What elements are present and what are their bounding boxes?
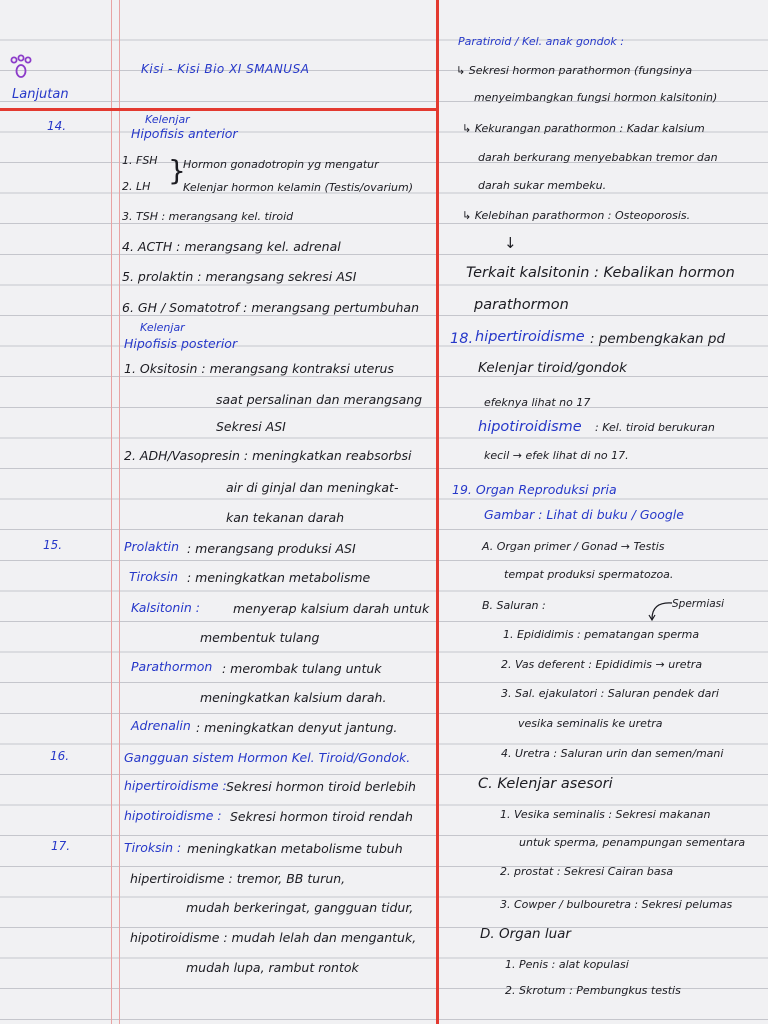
- arrow-down-icon: ↓: [504, 234, 517, 252]
- hipertiroidisme-term: hipertiroidisme :: [124, 778, 227, 793]
- acth-line: 4. ACTH : merangsang kel. adrenal: [122, 239, 341, 254]
- penis-line: 1. Penis : alat kopulasi: [505, 958, 629, 971]
- kekurangan-line-3: darah sukar membeku.: [478, 179, 607, 192]
- hipertiroidisme-18-desc: : pembengkakan pd: [590, 331, 726, 347]
- number-17: 17.: [51, 839, 71, 853]
- prostat-line: 2. prostat : Sekresi Cairan basa: [500, 865, 674, 878]
- fsh-label: 1. FSH: [122, 154, 158, 167]
- organ-reproduksi-heading: 19. Organ Reproduksi pria: [452, 482, 617, 497]
- produksi-line: tempat produksi spermatozoa.: [504, 568, 674, 581]
- header-divider-line: [0, 108, 439, 111]
- adrenalin-desc: : meningkatkan denyut jantung.: [196, 720, 398, 735]
- kalsitonin-desc: menyerap kalsium darah untuk: [233, 601, 430, 616]
- organ-primer-line: A. Organ primer / Gonad → Testis: [482, 540, 665, 553]
- hipertiroidisme-17-b: mudah berkeringat, gangguan tidur,: [186, 900, 414, 915]
- organ-luar-heading: D. Organ luar: [480, 926, 571, 942]
- gonad-text-1: Hormon gonadotropin yg mengatur: [183, 158, 379, 171]
- adrenalin-term: Adrenalin: [131, 718, 191, 733]
- number-18: 18.: [450, 331, 474, 347]
- lh-label: 2. LH: [122, 180, 151, 193]
- number-14: 14.: [47, 119, 67, 133]
- hipotiroidisme-18-term: hipotiroidisme: [478, 419, 582, 435]
- uretra-line: 4. Uretra : Saluran urin dan semen/mani: [501, 747, 724, 760]
- number-16: 16.: [50, 749, 70, 763]
- tiroksin-term: Tiroksin: [129, 569, 179, 584]
- saluran-heading: B. Saluran :: [482, 599, 546, 612]
- paw-icon: [7, 54, 37, 82]
- kelenjar-tiroid-line: Kelenjar tiroid/gondok: [478, 360, 627, 376]
- parathormon-desc-2: meningkatkan kalsium darah.: [200, 690, 387, 705]
- page-title: Kisi - Kisi Bio XI SMANUSA: [141, 62, 310, 76]
- oksitosin-line-3: Sekresi ASI: [216, 419, 286, 434]
- spermiasi-label: Spermiasi: [672, 598, 725, 610]
- kelebihan-line: ↳ Kelebihan parathormon : Osteoporosis.: [462, 209, 691, 222]
- kelenjar-asesori-heading: C. Kelenjar asesori: [478, 776, 613, 792]
- vas-deferent-line: 2. Vas deferent : Epididimis → uretra: [501, 658, 703, 671]
- hipotiroidisme-18-desc: : Kel. tiroid berukuran: [595, 421, 715, 434]
- parathormon-desc: : merombak tulang untuk: [222, 661, 382, 676]
- tiroksin-desc: : meningkatkan metabolisme: [187, 570, 371, 585]
- adh-line-1: 2. ADH/Vasopresin : meningkatkan reabsorbsi: [124, 448, 412, 463]
- vesika-line: 1. Vesika seminalis : Sekresi makanan: [500, 808, 711, 821]
- gangguan-heading: Gangguan sistem Hormon Kel. Tiroid/Gondok.: [124, 750, 411, 765]
- hipertiroidisme-desc: Sekresi hormon tiroid berlebih: [226, 779, 416, 794]
- kelenjar-posterior-label: Kelenjar: [140, 321, 185, 334]
- paratiroid-line-1: ↳ Sekresi hormon parathormon (fungsinya: [456, 64, 693, 77]
- ejakulatori-line: 3. Sal. ejakulatori : Saluran pendek dari: [501, 687, 719, 700]
- center-divider-line: [436, 0, 439, 1024]
- parathormon-term: Parathormon: [131, 659, 213, 674]
- gonad-text-2: Kelenjar hormon kelamin (Testis/ovarium): [183, 181, 414, 194]
- kalsitonin-term: Kalsitonin :: [131, 600, 200, 615]
- epididimis-line: 1. Epididimis : pematangan sperma: [503, 628, 700, 641]
- paratiroid-heading: Paratiroid / Kel. anak gondok :: [458, 35, 624, 48]
- hipotiroidisme-17: hipotiroidisme : mudah lelah dan mengantuk,: [130, 930, 417, 945]
- margin-line: [111, 0, 112, 1024]
- skrotum-line: 2. Skrotum : Pembungkus testis: [505, 984, 681, 997]
- tiroksin-17-desc: meningkatkan metabolisme tubuh: [187, 841, 403, 856]
- adh-line-3: kan tekanan darah: [226, 510, 345, 525]
- lanjutan-label: Lanjutan: [12, 87, 69, 102]
- kelenjar-label: Kelenjar: [145, 113, 190, 126]
- brace: }: [168, 154, 186, 187]
- cowper-line: 3. Cowper / bulbouretra : Sekresi pelumas: [500, 898, 733, 911]
- number-15: 15.: [43, 538, 63, 552]
- gambar-line: Gambar : Lihat di buku / Google: [484, 507, 684, 522]
- adh-line-2: air di ginjal dan meningkat-: [226, 480, 399, 495]
- kekurangan-line-2: darah berkurang menyebabkan tremor dan: [478, 151, 718, 164]
- oksitosin-line-2: saat persalinan dan merangsang: [216, 392, 423, 407]
- kalsitonin-related-2: parathormon: [474, 297, 569, 313]
- paratiroid-line-2: menyeimbangkan fungsi hormon kalsitonin): [474, 91, 718, 104]
- prolaktin-line: 5. prolaktin : merangsang sekresi ASI: [122, 269, 357, 284]
- hipertiroidisme-17: hipertiroidisme : tremor, BB turun,: [130, 871, 346, 886]
- prolaktin-term: Prolaktin: [124, 539, 179, 554]
- prolaktin-desc: : merangsang produksi ASI: [187, 541, 356, 556]
- vesika-line-2: untuk sperma, penampungan sementara: [519, 836, 746, 849]
- margin-line-inner: [119, 0, 120, 1024]
- hipotiroidisme-term: hipotiroidisme :: [124, 808, 222, 823]
- hipofisis-anterior-heading: Hipofisis anterior: [131, 126, 238, 141]
- kecil-line: kecil → efek lihat di no 17.: [484, 449, 629, 462]
- gh-line: 6. GH / Somatotrof : merangsang pertumbuhan: [122, 300, 420, 315]
- ejakulatori-line-2: vesika seminalis ke uretra: [518, 717, 663, 730]
- hipotiroidisme-17-b: mudah lupa, rambut rontok: [186, 960, 359, 975]
- kalsitonin-desc-2: membentuk tulang: [200, 630, 320, 645]
- tiroksin-17-term: Tiroksin :: [124, 840, 182, 855]
- efeknya-line: efeknya lihat no 17: [484, 396, 591, 409]
- oksitosin-line-1: 1. Oksitosin : merangsang kontraksi uterus: [124, 361, 394, 376]
- hipotiroidisme-desc: Sekresi hormon tiroid rendah: [230, 809, 413, 824]
- hipertiroidisme-18-term: hipertiroidisme: [475, 329, 585, 345]
- tsh-line: 3. TSH : merangsang kel. tiroid: [122, 210, 294, 223]
- kalsitonin-related-1: Terkait kalsitonin : Kebalikan hormon: [466, 265, 735, 281]
- kekurangan-line-1: ↳ Kekurangan parathormon : Kadar kalsium: [462, 122, 705, 135]
- hipofisis-posterior-heading: Hipofisis posterior: [124, 336, 238, 351]
